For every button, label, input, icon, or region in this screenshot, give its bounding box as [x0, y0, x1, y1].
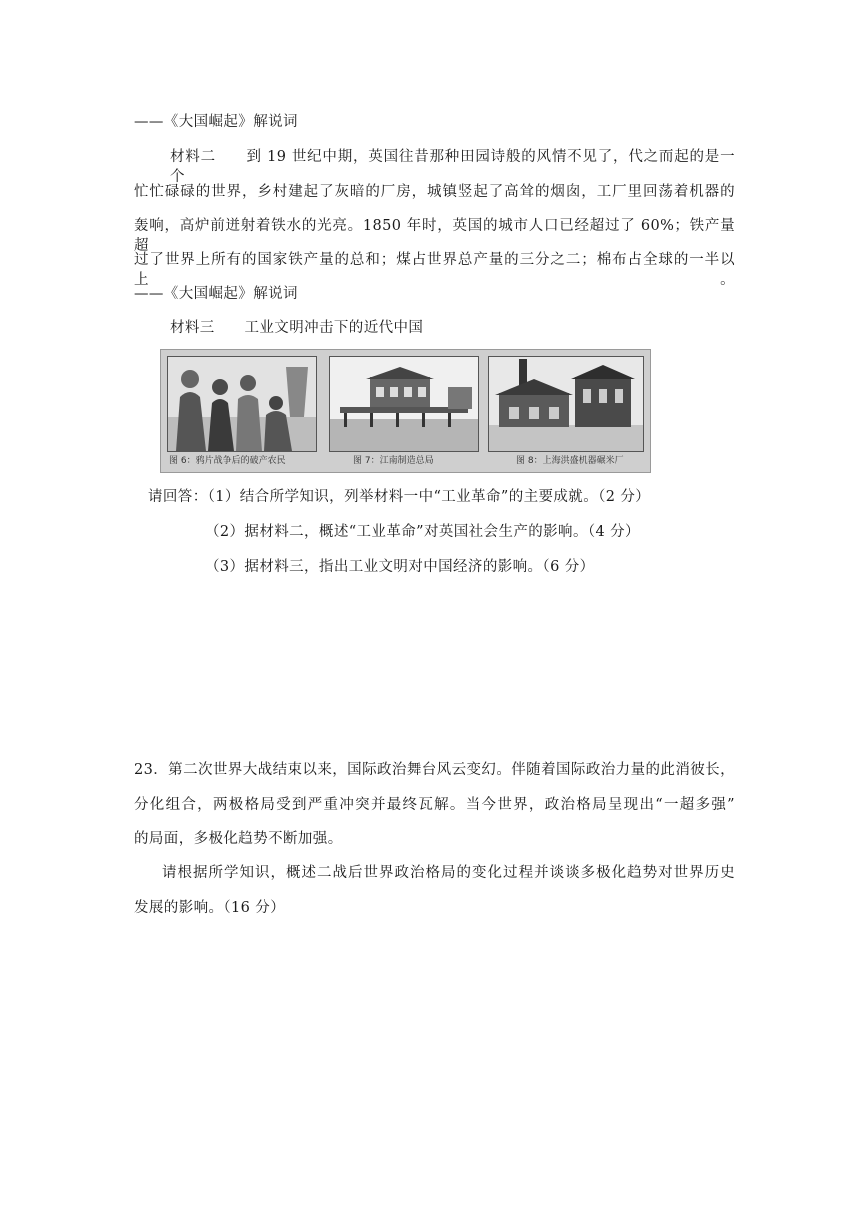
question-23-line-5: 发展的影响。（16 分） — [134, 900, 286, 916]
source-line-1: ——《大国崛起》解说词 — [134, 114, 298, 130]
bankrupt-farmers-photo — [167, 356, 317, 452]
question-23-line-3: 的局面，多极化趋势不断加强。 — [134, 831, 343, 847]
question-23-line-1: 23．第二次世界大战结束以来，国际政治舞台风云变幻。伴随着国际政治力量的此消彼长， — [134, 762, 735, 778]
jiangnan-arsenal-photo — [329, 356, 479, 452]
material-2-line-1: 材料二 到 19 世纪中期，英国往昔那种田园诗般的风情不见了，代之而起的是一个 — [170, 149, 735, 185]
source-line-2: ——《大国崛起》解说词 — [134, 286, 298, 302]
question-part-1: 请回答：（1）结合所学知识，列举材料一中“工业革命”的主要成就。（2 分） — [148, 489, 651, 505]
photo-caption-7: 图 7：江南制造总局 — [353, 456, 434, 466]
material-2-line-3: 轰响，高炉前迸射着铁水的光亮。1850 年时，英国的城市人口已经超过了 60%；铁产量超 — [134, 218, 735, 254]
rice-mill-photo — [488, 356, 644, 452]
photo-caption-6: 图 6：鸦片战争后的破产农民 — [169, 456, 286, 466]
question-part-3: （3）据材料三，指出工业文明对中国经济的影响。（6 分） — [205, 559, 595, 575]
question-23-line-4: 请根据所学知识，概述二战后世界政治格局的变化过程并谈谈多极化趋势对世界历史 — [162, 865, 735, 881]
material-3-photo-strip — [160, 349, 651, 473]
question-part-2: （2）据材料二，概述“工业革命”对英国社会生产的影响。（4 分） — [205, 524, 640, 540]
material-2-line-4: 过了世界上所有的国家铁产量的总和；煤占世界总产量的三分之二；棉布占全球的一半以上。 — [134, 252, 735, 288]
material-3-title: 材料三 工业文明冲击下的近代中国 — [170, 320, 424, 336]
photo-caption-8: 图 8：上海洪盛机器碾米厂 — [516, 456, 624, 466]
question-23-line-2: 分化组合，两极格局受到严重冲突并最终瓦解。当今世界，政治格局呈现出“一超多强” — [134, 797, 735, 813]
material-2-line-2: 忙忙碌碌的世界，乡村建起了灰暗的厂房，城镇竖起了高耸的烟囱，工厂里回荡着机器的 — [134, 184, 735, 200]
